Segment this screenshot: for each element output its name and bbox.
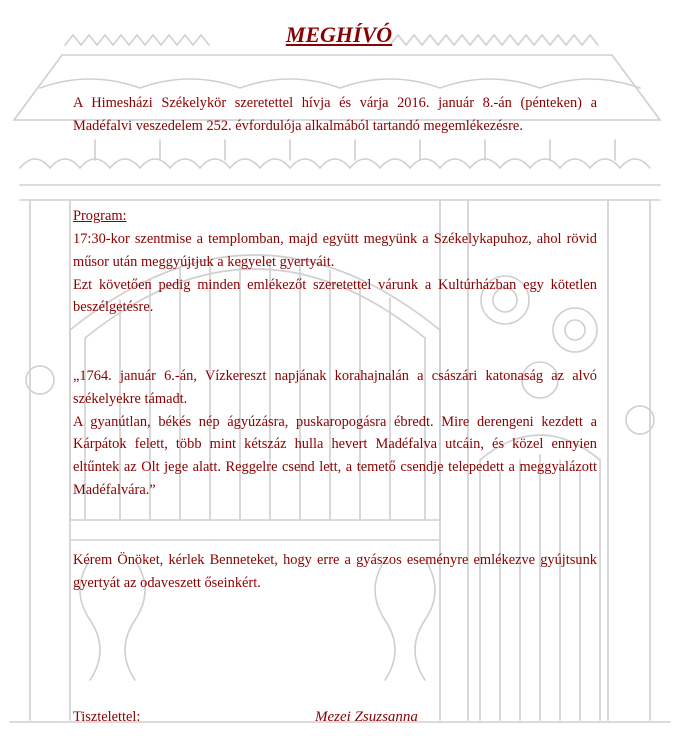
signer-name: Mezei Zsuzsanna — [315, 709, 418, 725]
signature-row — [73, 706, 597, 728]
historical-quote — [73, 365, 597, 502]
regards-text: Tisztelettel: — [73, 709, 141, 725]
program-body — [73, 228, 597, 319]
program-label: Program: — [73, 208, 127, 224]
quote-line: „1764. január 6.-án, Vízkereszt napjának korahajnalán a császári katonaság az alvó székelyekre támadt. — [73, 368, 597, 407]
closing-paragraph: Kérem Önöket, kérlek Benneteket, hogy erre a gyászos eseményre emlékezve gyújtsunk gyertyát az odaveszett őseinkért. — [73, 552, 597, 591]
program-line: Ezt követően pedig minden emlékezőt szeretettel várunk a Kultúrházban egy kötetlen beszélgetésre. — [73, 276, 597, 316]
invitation-title: MEGHÍVÓ — [285, 22, 393, 47]
quote-line: A gyanútlan, békés nép ágyúzásra, puskaropogásra ébredt. Mire derengeni kezdett a Kárpátok felett, több mint kétszáz hulla hevert Madéfalva utcáin, és közel ennyien eltűntek az Olt jege alatt. Reggelre csend lett, a temető csendje telepedett a meggyalázott Madéfalvára.” — [73, 413, 597, 498]
program-line: 17:30-kor szentmise a templomban, majd együtt megyünk a Székelykapuhoz, ahol rövid műsor után meggyújtjuk a kegyelet gyertyáit. — [73, 231, 597, 270]
invitation-intro: A Himesházi Székelykör szeretettel hívja és várja 2016. január 8.-án (pénteken) a Madéfalvi veszedelem 252. évfordulója alkalmából tartandó megemlékezésre. — [73, 95, 597, 134]
